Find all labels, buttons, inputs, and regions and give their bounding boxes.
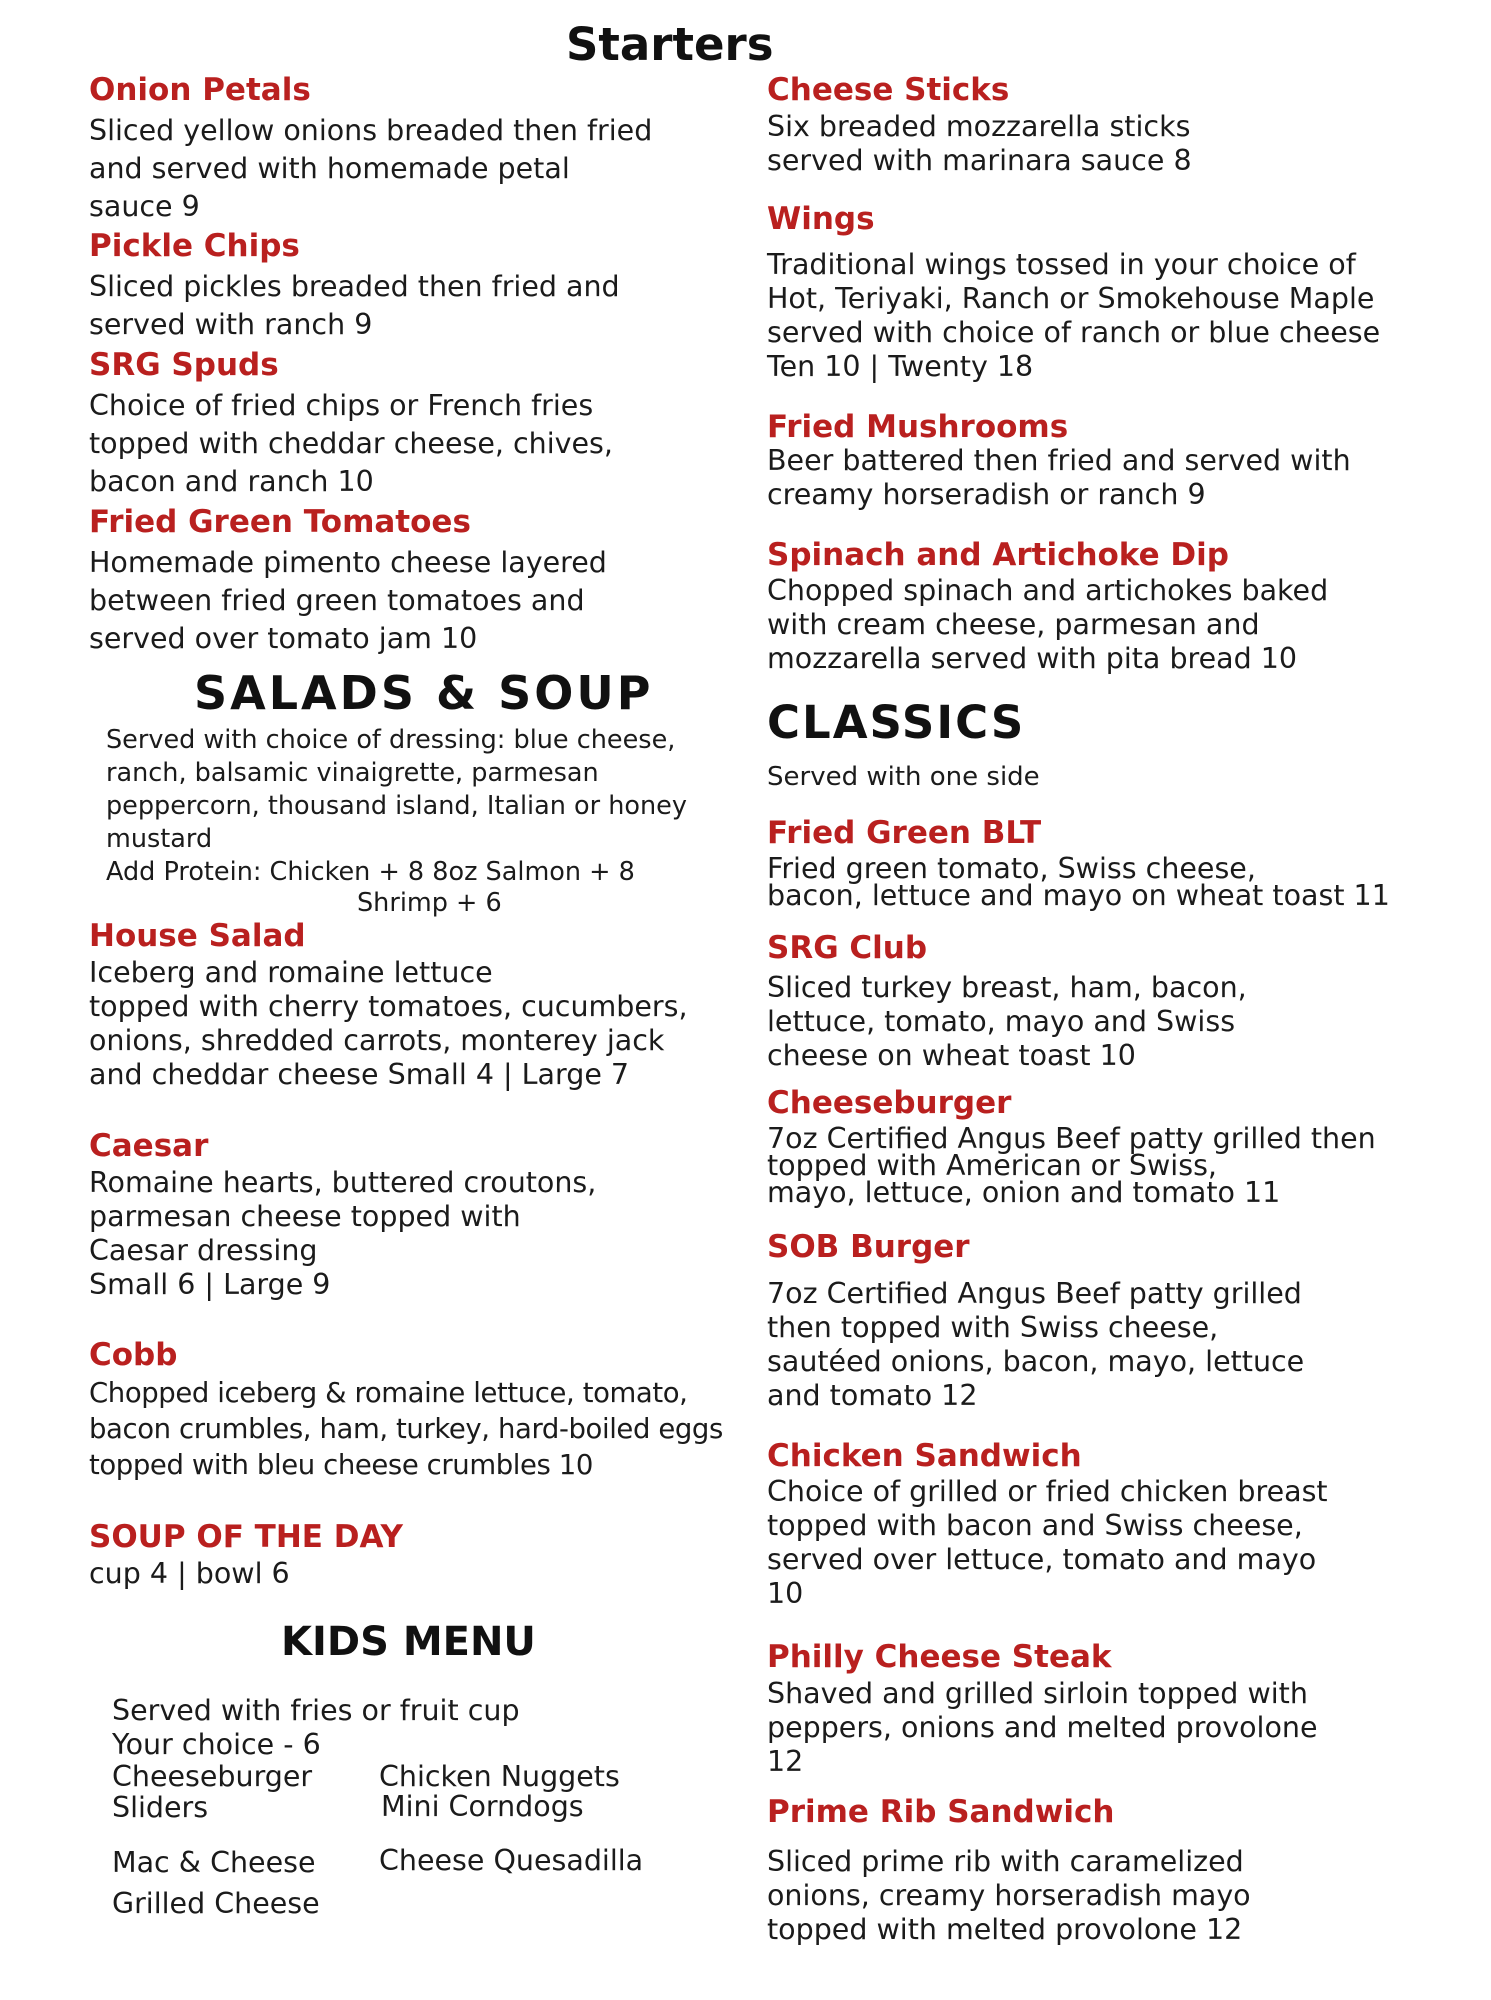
desc-line: bacon crumbles, ham, turkey, hard-boiled eggs	[89, 1413, 723, 1445]
desc-line: 10	[767, 1577, 804, 1610]
item-description	[767, 1845, 1251, 1947]
item-description	[89, 1375, 723, 1483]
desc-line: and tomato 12	[767, 1379, 978, 1412]
item-description	[89, 956, 688, 1092]
item-name: Cheeseburger	[767, 1085, 1012, 1121]
note-line: Served with choice of dressing: blue cheese,	[106, 725, 676, 755]
kids-option: Mini Corndogs	[381, 1790, 584, 1823]
desc-line: bacon, lettuce and mayo on wheat toast 11	[767, 879, 1390, 912]
item-description	[89, 387, 613, 501]
desc-line: Caesar dressing	[89, 1234, 318, 1267]
item-name: SOUP OF THE DAY	[89, 1519, 403, 1555]
desc-line: topped with bacon and Swiss cheese,	[767, 1509, 1303, 1542]
item-description	[767, 852, 1390, 912]
protein-note: Shrimp + 6	[357, 888, 502, 918]
desc-line: Sliced yellow onions breaded then fried	[89, 114, 653, 147]
desc-line: Ten 10 | Twenty 18	[767, 350, 1034, 383]
item-description	[767, 248, 1380, 384]
note-line: Add Protein: Chicken + 8 8oz Salmon + 8	[106, 857, 635, 887]
item-description	[89, 112, 652, 226]
desc-line: topped with bleu cheese crumbles 10	[89, 1449, 594, 1481]
intro-line: Served with fries or fruit cup	[112, 1694, 520, 1727]
desc-line: cup 4 | bowl 6	[89, 1557, 290, 1590]
desc-line: peppers, onions and melted provolone	[767, 1711, 1318, 1744]
item-description	[767, 1122, 1376, 1209]
desc-line: Hot, Teriyaki, Ranch or Smokehouse Maple	[767, 282, 1375, 315]
item-description	[767, 444, 1351, 512]
kids-option: Grilled Cheese	[112, 1887, 320, 1920]
menu-item	[89, 71, 311, 109]
desc-line: cheese on wheat toast 10	[767, 1039, 1136, 1072]
desc-line: Traditional wings tossed in your choice of	[767, 248, 1356, 281]
item-description	[89, 544, 607, 658]
salads-heading: SALADS & SOUP	[194, 666, 654, 720]
desc-line: Sliced turkey breast, ham, bacon,	[767, 971, 1247, 1004]
item-name: Cheese Sticks	[767, 72, 1010, 108]
desc-line: Shaved and grilled sirloin topped with	[767, 1677, 1308, 1710]
item-description	[767, 1677, 1317, 1779]
item-name: Cobb	[89, 1337, 178, 1373]
item-name: House Salad	[89, 918, 306, 954]
item-name: Fried Green Tomatoes	[89, 504, 471, 540]
desc-line: served with marinara sauce 8	[767, 144, 1192, 177]
desc-line: Sliced prime rib with caramelized	[767, 1845, 1244, 1878]
desc-line: with cream cheese, parmesan and	[767, 608, 1260, 641]
item-description	[89, 1557, 290, 1591]
desc-line: Sliced pickles breaded then fried and	[89, 270, 620, 303]
classics-subheading: Served with one side	[767, 762, 1040, 792]
desc-line: Choice of grilled or fried chicken breast	[767, 1475, 1328, 1508]
desc-line: topped with melted provolone 12	[767, 1913, 1243, 1946]
dressing-note	[106, 724, 687, 889]
kids-intro	[112, 1694, 520, 1762]
desc-line: Six breaded mozzarella sticks	[767, 110, 1191, 143]
item-name: Onion Petals	[89, 72, 311, 108]
desc-line: and served with homemade petal	[89, 152, 570, 185]
desc-line: Homemade pimento cheese layered	[89, 546, 607, 579]
item-description	[767, 1475, 1328, 1611]
desc-line: Small 6 | Large 9	[89, 1268, 331, 1301]
desc-line: Fried green tomato, Swiss cheese,	[767, 852, 1256, 885]
desc-line: 7oz Certified Angus Beef patty grilled then	[767, 1122, 1376, 1155]
desc-line: topped with cherry tomatoes, cucumbers,	[89, 990, 688, 1023]
note-line: ranch, balsamic vinaigrette, parmesan	[106, 758, 599, 788]
desc-line: served over tomato jam 10	[89, 622, 478, 655]
classics-heading: CLASSICS	[767, 696, 1026, 749]
kids-option: Cheeseburger	[112, 1760, 313, 1793]
desc-line: Romaine hearts, buttered croutons,	[89, 1166, 597, 1199]
desc-line: lettuce, tomato, mayo and Swiss	[767, 1005, 1236, 1038]
desc-line: 7oz Certified Angus Beef patty grilled	[767, 1277, 1302, 1310]
kids-option: Sliders	[112, 1791, 209, 1824]
desc-line: and cheddar cheese Small 4 | Large 7	[89, 1058, 630, 1091]
item-description	[767, 1277, 1304, 1413]
item-name: Fried Mushrooms	[767, 409, 1069, 445]
desc-line: parmesan cheese topped with	[89, 1200, 521, 1233]
item-description	[89, 268, 620, 344]
item-name: Fried Green BLT	[767, 815, 1042, 851]
desc-line: Chopped spinach and artichokes baked	[767, 574, 1329, 607]
kids-heading: KIDS MENU	[281, 1619, 536, 1665]
desc-line: Choice of fried chips or French fries	[89, 389, 594, 422]
item-name: SRG Spuds	[89, 347, 279, 383]
item-name: Chicken Sandwich	[767, 1438, 1082, 1474]
item-description	[89, 1166, 596, 1302]
item-name: SRG Club	[767, 930, 928, 966]
desc-line: served with ranch 9	[89, 308, 373, 341]
desc-line: Beer battered then fried and served with	[767, 444, 1351, 477]
kids-option: Cheese Quesadilla	[379, 1844, 644, 1877]
item-name: Caesar	[89, 1128, 209, 1164]
item-description	[767, 971, 1247, 1073]
note-line: mustard	[106, 824, 213, 854]
desc-line: sautéed onions, bacon, mayo, lettuce	[767, 1345, 1305, 1378]
item-name: Philly Cheese Steak	[767, 1639, 1112, 1675]
desc-line: creamy horseradish or ranch 9	[767, 478, 1206, 511]
desc-line: Iceberg and romaine lettuce	[89, 956, 493, 989]
desc-line: topped with cheddar cheese, chives,	[89, 427, 613, 460]
desc-line: sauce 9	[89, 190, 200, 223]
desc-line: mayo, lettuce, onion and tomato 11	[767, 1176, 1281, 1209]
item-description	[767, 110, 1192, 178]
item-name: SOB Burger	[767, 1229, 970, 1265]
item-name: Spinach and Artichoke Dip	[767, 537, 1229, 573]
starters-heading: Starters	[566, 18, 774, 71]
item-name: Wings	[767, 201, 875, 237]
desc-line: mozzarella served with pita bread 10	[767, 642, 1298, 675]
item-description	[767, 574, 1328, 676]
desc-line: onions, creamy horseradish mayo	[767, 1879, 1251, 1912]
desc-line: 12	[767, 1745, 804, 1778]
kids-option: Chicken Nuggets	[379, 1760, 620, 1793]
desc-line: between fried green tomatoes and	[89, 584, 585, 617]
desc-line: topped with American or Swiss,	[767, 1149, 1217, 1182]
intro-line: Your choice - 6	[112, 1728, 321, 1761]
desc-line: bacon and ranch 10	[89, 465, 374, 498]
desc-line: served with choice of ranch or blue cheese	[767, 316, 1381, 349]
desc-line: onions, shredded carrots, monterey jack	[89, 1024, 665, 1057]
desc-line: then topped with Swiss cheese,	[767, 1311, 1219, 1344]
desc-line: Chopped iceberg & romaine lettuce, tomato,	[89, 1377, 688, 1409]
item-name: Pickle Chips	[89, 228, 300, 264]
kids-option: Mac & Cheese	[112, 1846, 316, 1879]
note-line: peppercorn, thousand island, Italian or honey	[106, 791, 687, 821]
desc-line: served over lettuce, tomato and mayo	[767, 1543, 1317, 1576]
item-name: Prime Rib Sandwich	[767, 1794, 1115, 1830]
